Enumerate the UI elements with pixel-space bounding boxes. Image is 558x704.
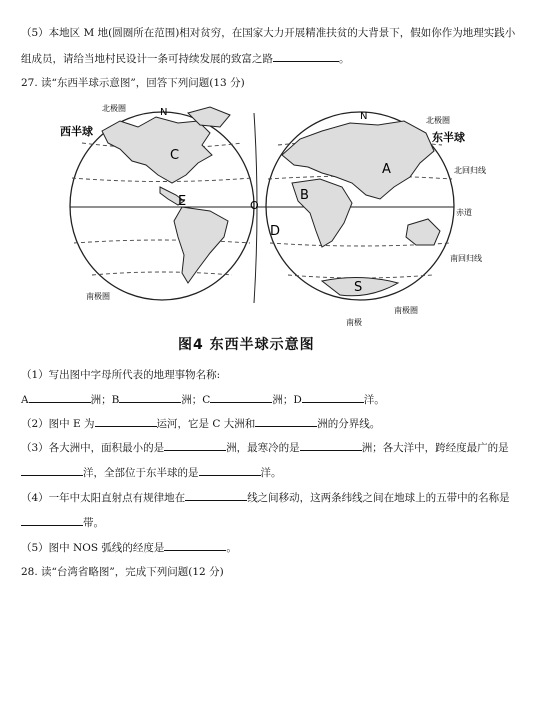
label-d: D <box>270 224 281 239</box>
label-east: 东半球 <box>432 131 465 144</box>
answer-blank-a[interactable] <box>29 392 91 403</box>
answer-blank-b[interactable] <box>119 392 181 403</box>
label-west: 西半球 <box>60 125 93 138</box>
answer-blank-d[interactable] <box>302 392 364 403</box>
hemisphere-map-figure <box>60 103 530 358</box>
answer-blank-continent[interactable] <box>255 416 317 427</box>
q26-5-line2: 组成员，请给当地村民设计一条可持续发展的致富之路 。 <box>21 53 350 65</box>
label-south-pole: 南极 <box>346 318 362 327</box>
answer-blank-longitude[interactable] <box>164 540 226 551</box>
q27-4-line1: （4）一年中太阳直射点有规律地在 线之间移动，这两条纬线之间在地球上的五带中的名称是 <box>21 492 510 504</box>
q27-2: （2）图中 E 为 运河，它是 C 大洲和 洲的分界线。 <box>21 418 381 430</box>
q27-5: （5）图中 NOS 弧线的经度是 。 <box>21 542 237 554</box>
q27-3-line1: （3）各大洲中，面积最小的是 洲，最寒冷的是 洲；各大洋中，跨经度最广的是 <box>21 442 509 454</box>
answer-blank-lines[interactable] <box>185 490 247 501</box>
eastern-hemisphere <box>256 112 454 300</box>
figure-caption: 图4 东西半球示意图 <box>178 337 315 353</box>
western-hemisphere <box>70 107 254 300</box>
answer-blank-widest-ocean[interactable] <box>21 465 83 476</box>
answer-blank-coldest[interactable] <box>300 440 362 451</box>
label-antarctic-w: 南极圈 <box>86 292 110 301</box>
label-equator: 赤道 <box>456 208 472 217</box>
q27-1-answers: A 洲；B 洲；C 洲；D 洋。 <box>21 394 385 406</box>
label-c: C <box>170 148 180 163</box>
q26-5-text: 组成员，请给当地村民设计一条可持续发展的致富之路 <box>21 53 273 65</box>
label-antarctic-e: 南极圈 <box>394 306 418 315</box>
q27-heading: 27. 读“东西半球示意图”，回答下列问题(13 分) <box>21 77 245 89</box>
label-b: B <box>300 188 309 203</box>
label-arctic-e: 北极圈 <box>426 116 450 125</box>
q27-3-line2: 洋，全部位于东半球的是 洋。 <box>21 465 282 480</box>
label-e: E <box>178 194 187 209</box>
answer-blank-c[interactable] <box>210 392 272 403</box>
answer-blank-zone[interactable] <box>21 515 83 526</box>
label-n-east: N <box>360 111 368 122</box>
label-tropic-n: 北回归线 <box>454 166 486 175</box>
q28-heading: 28. 读“台湾省略图”，完成下列问题(12 分) <box>21 566 224 578</box>
answer-blank-e[interactable] <box>95 416 157 427</box>
label-s: S <box>354 280 363 295</box>
q27-4-line2: 带。 <box>21 515 104 530</box>
answer-blank-east-ocean[interactable] <box>199 465 261 476</box>
q27-1-text: （1）写出图中字母所代表的地理事物名称: <box>21 369 221 381</box>
answer-blank[interactable] <box>273 51 339 62</box>
label-n-west: N <box>160 107 168 118</box>
label-arctic-w: 北极圈 <box>102 104 126 113</box>
q26-5-line1: （5）本地区 M 地(圆圈所在范围)相对贫穷，在国家大力开展精准扶贫的大背景下，假如你作为地理实践小 <box>21 27 516 39</box>
label-o: O <box>250 199 259 212</box>
label-a: A <box>382 162 391 177</box>
label-tropic-s: 南回归线 <box>450 254 482 263</box>
answer-blank-smallest[interactable] <box>164 440 226 451</box>
